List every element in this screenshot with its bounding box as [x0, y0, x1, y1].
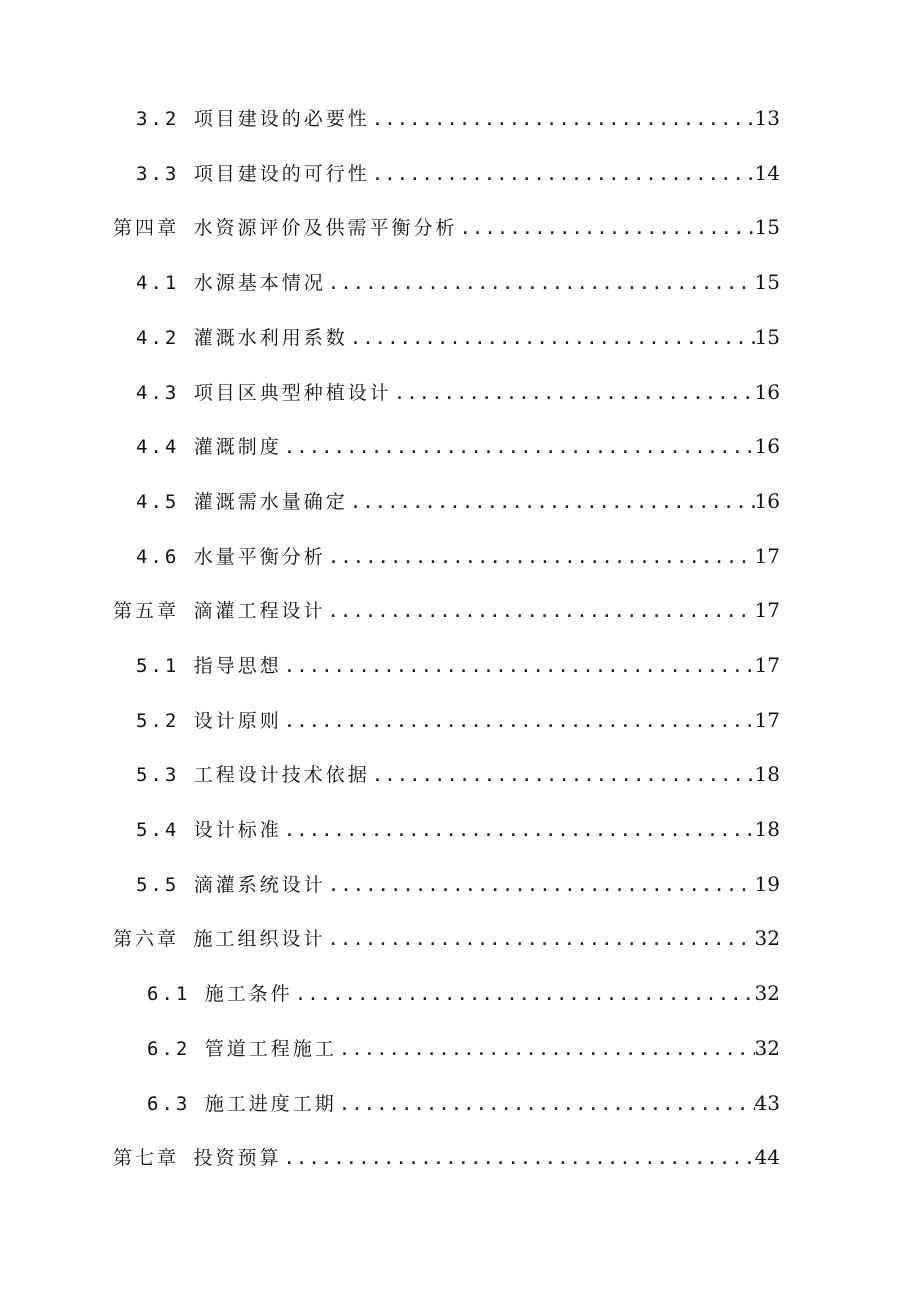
toc-entry-title: 5.3 工程设计技术依据	[136, 764, 370, 786]
toc-dot-leader	[282, 701, 755, 741]
toc-page-number: 18	[754, 762, 780, 786]
toc-chapter-4[interactable]	[113, 207, 780, 247]
toc-page-number: 13	[754, 106, 780, 130]
toc-entry-3-3[interactable]	[136, 153, 780, 193]
toc-entry-title: 第六章 施工组织设计	[113, 928, 326, 950]
toc-entry-title: 6.2 管道工程施工	[147, 1038, 337, 1060]
toc-page-number: 17	[754, 544, 780, 568]
toc-page-number: 17	[754, 653, 780, 677]
toc-page-number: 18	[754, 817, 780, 841]
toc-page-number: 15	[754, 270, 780, 294]
toc-chapter-6[interactable]	[113, 918, 780, 958]
toc-dot-leader	[282, 810, 755, 850]
toc-entry-title: 4.3 项目区典型种植设计	[136, 382, 392, 404]
toc-chapter-5[interactable]	[113, 590, 780, 630]
toc-page-number: 44	[754, 1145, 780, 1169]
toc-dot-leader	[282, 427, 755, 467]
toc-page-number: 32	[754, 981, 780, 1005]
toc-dot-leader	[348, 318, 755, 358]
toc-entry-5-3[interactable]	[136, 754, 780, 794]
toc-entry-title: 3.2 项目建设的必要性	[136, 108, 370, 130]
toc-page-number: 16	[754, 489, 780, 513]
toc-entry-4-4[interactable]	[136, 426, 780, 466]
toc-dot-leader	[326, 263, 755, 303]
toc-dot-leader	[392, 373, 755, 413]
toc-entry-6-3[interactable]	[147, 1083, 780, 1123]
toc-dot-leader	[326, 865, 755, 905]
toc-entry-title: 5.1 指导思想	[136, 655, 282, 677]
toc-entry-title: 4.4 灌溉制度	[136, 436, 282, 458]
toc-entry-4-5[interactable]	[136, 481, 780, 521]
toc-entry-title: 5.2 设计原则	[136, 710, 282, 732]
toc-entry-title: 4.2 灌溉水利用系数	[136, 327, 348, 349]
toc-entry-5-1[interactable]	[136, 645, 780, 685]
toc-page-number: 17	[754, 708, 780, 732]
toc-dot-leader	[370, 755, 755, 795]
toc-page-number: 16	[754, 434, 780, 458]
toc-dot-leader	[281, 1138, 754, 1178]
toc-entry-title: 第七章 投资预算	[113, 1147, 282, 1169]
toc-page-number: 19	[754, 872, 780, 896]
toc-dot-leader	[326, 537, 755, 577]
toc-entry-title: 6.3 施工进度工期	[147, 1093, 337, 1115]
toc-page-number: 14	[754, 161, 780, 185]
toc-entry-title: 4.6 水量平衡分析	[136, 546, 326, 568]
toc-entry-title: 4.5 灌溉需水量确定	[136, 491, 348, 513]
toc-dot-leader	[325, 591, 754, 631]
toc-dot-leader	[348, 482, 755, 522]
toc-entry-title: 第五章 滴灌工程设计	[113, 600, 326, 622]
toc-entry-4-3[interactable]	[136, 372, 780, 412]
toc-page-number: 15	[754, 325, 780, 349]
toc-entry-6-2[interactable]	[147, 1028, 780, 1068]
toc-dot-leader	[370, 154, 755, 194]
toc-dot-leader	[370, 99, 755, 139]
toc-dot-leader	[337, 1029, 755, 1069]
toc-entry-6-1[interactable]	[147, 973, 780, 1013]
toc-entry-5-5[interactable]	[136, 864, 780, 904]
toc-entry-title: 第四章 水资源评价及供需平衡分析	[113, 217, 458, 239]
toc-dot-leader	[282, 646, 755, 686]
toc-entry-5-2[interactable]	[136, 700, 780, 740]
toc-chapter-7[interactable]	[113, 1137, 780, 1177]
toc-entry-title: 5.5 滴灌系统设计	[136, 874, 326, 896]
toc-dot-leader	[325, 919, 754, 959]
toc-entry-3-2[interactable]	[136, 98, 780, 138]
toc-page-number: 32	[754, 926, 780, 950]
toc-dot-leader	[337, 1084, 755, 1124]
toc-page-number: 43	[754, 1091, 780, 1115]
toc-entry-4-6[interactable]	[136, 536, 780, 576]
toc-entry-title: 5.4 设计标准	[136, 819, 282, 841]
toc-page-number: 15	[754, 215, 780, 239]
toc-page-number: 17	[754, 598, 780, 622]
toc-entry-4-1[interactable]	[136, 262, 780, 302]
toc-dot-leader	[457, 208, 754, 248]
toc-page-number: 16	[754, 380, 780, 404]
toc-entry-4-2[interactable]	[136, 317, 780, 357]
toc-dot-leader	[293, 974, 755, 1014]
toc-page-number: 32	[754, 1036, 780, 1060]
toc-entry-title: 3.3 项目建设的可行性	[136, 163, 370, 185]
toc-entry-title: 6.1 施工条件	[147, 983, 293, 1005]
toc-entry-title: 4.1 水源基本情况	[136, 272, 326, 294]
toc-entry-5-4[interactable]	[136, 809, 780, 849]
